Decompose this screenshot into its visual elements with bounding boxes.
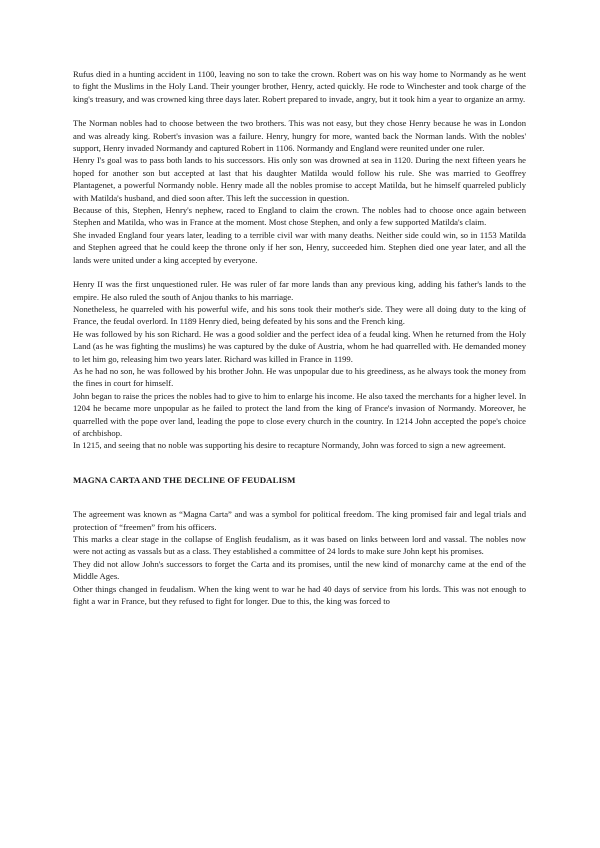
document-page [73,68,526,607]
paragraph: Nonetheless, he quarreled with his powerful wife, and his sons took their mother's side. They were all doing duty to the king of France, the feudal overlord. In 1189 Henry died, being defeated by his sons and the French king. [73,303,526,327]
paragraph-spacer [73,105,526,117]
paragraph: This marks a clear stage in the collapse of English feudalism, as it was based on links between lord and vassal. The nobles now were not acting as vassals but as a class. They established a committee of 24 lords to make sure John kept his promises. [73,534,526,557]
paragraph: Other things changed in feudalism. When the king went to war he had 40 days of service from his lords. This was not enough to fight a war in France, but they refused to fight for longer. Due to this, the king was forced to [73,583,526,607]
paragraph: Henry II was the first unquestioned ruler. He was ruler of far more lands than any previous king, adding his father's lands to the empire. He also ruled the south of Anjou thanks to his marriage. [73,279,526,302]
paragraph: Rufus died in a hunting accident in 1100, leaving no son to take the crown. Robert was on his way home to Normandy as he went to fight the Muslims in the Holy Land. Their younger brother, Henry, acted quickly. He rode to Winchester and took charge of the king's treasury, and was crowned king three days later. Robert prepared to invade, angry, but it took him a year to organize an army. [73,69,526,104]
paragraph: As he had no son, he was followed by his brother John. He was unpopular due to his greediness, as he always took the money from the fines in court for himself. [73,365,526,389]
paragraph-spacer [73,486,526,508]
section-heading: MAGNA CARTA AND THE DECLINE OF FEUDALISM [73,474,296,485]
paragraph: She invaded England four years later, leading to a terrible civil war with many deaths. Neither side could win, so in 1153 Matilda and Stephen agreed that he could keep the throne only if her son, Henry, succeeded him. Stephen died one year later, and all the lands were united under a king accepted by everyone. [73,229,526,265]
paragraph: They did not allow John's successors to forget the Carta and its promises, until the new kind of monarchy came at the end of the Middle Ages. [73,558,526,582]
paragraph: John began to raise the prices the nobles had to give to him to enlarge his income. He also taxed the merchants for a higher level. In 1204 he became more unpopular as he failed to protect the land from the king of France's invasion of Normandy. Moreover, he quarrelled with the pope over land, leading the pope to close every church in the country. In 1214 John accepted the pope's choice of archbishop. [73,390,526,438]
paragraph: The agreement was known as “Magna Carta” and was a symbol for political freedom. The king promised fair and legal trials and protection of “freemen” from his officers. [73,509,526,532]
paragraph: Because of this, Stephen, Henry's nephew, raced to England to claim the crown. The nobles had to choose once again between Stephen and Matilda, who was in France at the moment. Most chose Stephen, and only a few supported Matilda's claim. [73,205,526,228]
paragraph-spacer [73,452,526,474]
paragraph: He was followed by his son Richard. He was a good soldier and the perfect idea of a feudal king. When he returned from the Holy Land (as he was fighting the muslims) he was captured by the duke of Austria, whom he had quarrelled with. He demanded money to let him go, releasing him two years later. Richard was killed in France in 1199. [73,328,526,364]
paragraph: Henry I's goal was to pass both lands to his successors. His only son was drowned at sea in 1120. During the next fifteen years he hoped for another son but accepted at last that his daughter Matilda would follow his rule. She was married to Geoffrey Plantagenet, a powerful Normandy noble. Henry made all the nobles promise to accept Matilda, but he himself quarreled publicly with Matilda's husband, and died soon after. This left the succession in question. [73,155,526,203]
paragraph: The Norman nobles had to choose between the two brothers. This was not easy, but they chose Henry because he was in London and was already king. Robert's invasion was a failure. Henry, hungry for more, wanted back the Norman lands. With the nobles' support, Henry invaded Normandy and captured Robert in 1106. Normandy and England were reunited under one ruler. [73,118,526,154]
paragraph-spacer [73,266,526,278]
paragraph: In 1215, and seeing that no noble was supporting his desire to recapture Normandy, John was forced to sign a new agreement. [73,440,506,451]
